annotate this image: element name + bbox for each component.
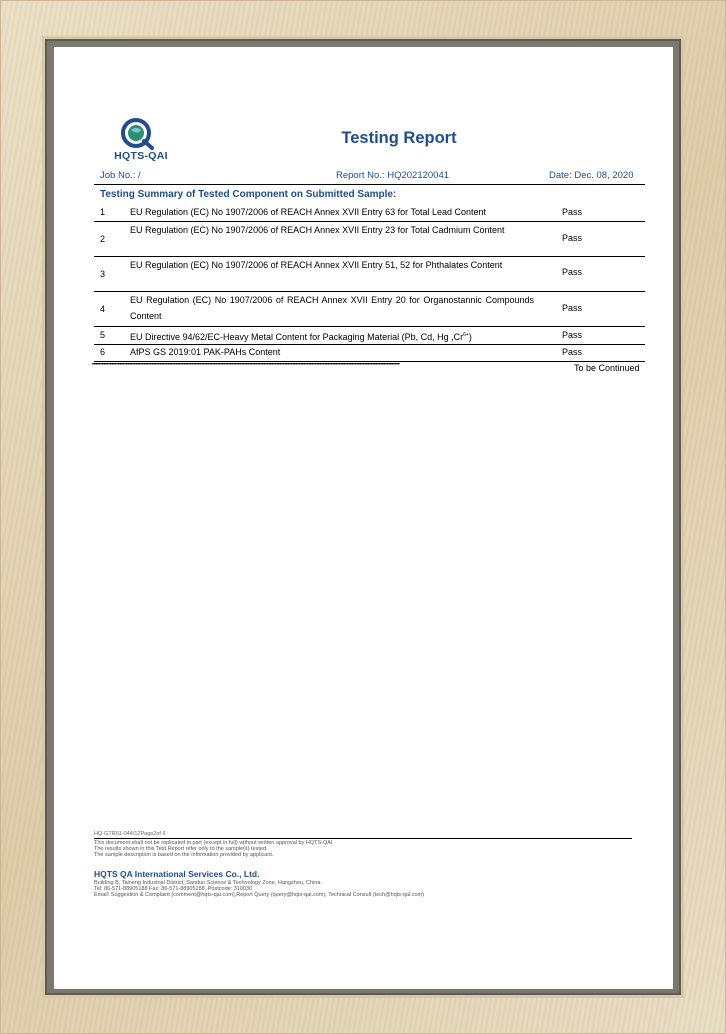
footer-disclaimer: This document shall not be replicated in part (except in full) without written approval by HQTS-QAI bbox=[94, 840, 333, 846]
row-number: 1 bbox=[100, 207, 106, 217]
row-result: Pass bbox=[562, 303, 583, 313]
row-number: 3 bbox=[100, 269, 106, 279]
table-row bbox=[94, 345, 645, 362]
row-description: EU Regulation (EC) No 1907/2006 of REACH Annex XVII Entry 51, 52 for Phthalates Content bbox=[130, 260, 503, 270]
table-row bbox=[94, 257, 645, 292]
report-date: Date: Dec. 08, 2020 bbox=[549, 170, 634, 181]
row-description: EU Regulation (EC) No 1907/2006 of REACH Annex XVII Entry 63 for Total Lead Content bbox=[130, 207, 487, 217]
row-result: Pass bbox=[562, 207, 583, 217]
footer-disclaimer: The results shown in this Test Report refer only to the sample(s) tested. bbox=[94, 846, 268, 852]
table-row bbox=[94, 222, 645, 257]
row-number: 4 bbox=[100, 304, 106, 314]
logo-text: HQTS-QAI bbox=[114, 150, 168, 162]
row-result: Pass bbox=[562, 330, 583, 340]
job-number: Job No.: / bbox=[100, 170, 141, 181]
summary-title: Testing Summary of Tested Component on Submitted Sample: bbox=[100, 189, 397, 200]
footer-divider bbox=[94, 838, 632, 839]
row-result: Pass bbox=[562, 233, 583, 243]
company-email: Email: Suggestion & Complaint (comment@hqts-qai.com),Report Query (query@hqts-qai.com), Technical Consult (tech@hqts-qai.com) bbox=[94, 892, 424, 898]
company-name: HQTS QA International Services Co., Ltd. bbox=[94, 869, 260, 879]
report-page bbox=[54, 47, 673, 989]
row-description: EU Regulation (EC) No 1907/2006 of REACH Annex XVII Entry 20 for Organostannic Compounds Content bbox=[130, 295, 534, 321]
footer-code: HQ-GTR01-044/12Page2of 6 bbox=[94, 831, 166, 837]
company-address: Building B, Taineng Industrial District, Sandun Science & Technology Zone, Hangzhou, China. bbox=[94, 880, 322, 886]
row-description: EU Regulation (EC) No 1907/2006 of REACH Annex XVII Entry 23 for Total Cadmium Content bbox=[130, 225, 505, 235]
row-result: Pass bbox=[562, 347, 583, 357]
footer-disclaimer: The sample description is based on the information provided by applicant. bbox=[94, 852, 274, 858]
company-phone: Tel: 86-571-88905188 Fax: 86-571-88905288, Postcode: 310030 bbox=[94, 886, 253, 892]
header-divider bbox=[94, 184, 645, 185]
row-result: Pass bbox=[562, 267, 583, 277]
to-be-continued: To be Continued bbox=[574, 363, 640, 373]
table-row bbox=[94, 292, 645, 327]
page-title: Testing Report bbox=[341, 129, 457, 147]
table-row bbox=[94, 204, 645, 222]
row-description: AfPS GS 2019:01 PAK-PAHs Content bbox=[130, 347, 281, 357]
dotted-separator: •••••••••••••••••••••••••••••••••••••••••••••••••••••••••••••••••••••••••••••••••••••••••••••••••••••••••••••••••••••••••••••••••••••••••••••••••••••••••••••••••••••••••••••••••••••••••••••••• bbox=[92, 363, 400, 367]
report-number: Report No.: HQ202120041 bbox=[336, 170, 450, 181]
row-description: EU Directive 94/62/EC-Heavy Metal Content for Packaging Material (Pb, Cd, Hg $,Cr^{6+}$) bbox=[130, 332, 472, 342]
row-number: 6 bbox=[100, 347, 106, 357]
table-row bbox=[94, 327, 645, 345]
row-number: 2 bbox=[100, 234, 106, 244]
row-number: 5 bbox=[100, 330, 106, 340]
